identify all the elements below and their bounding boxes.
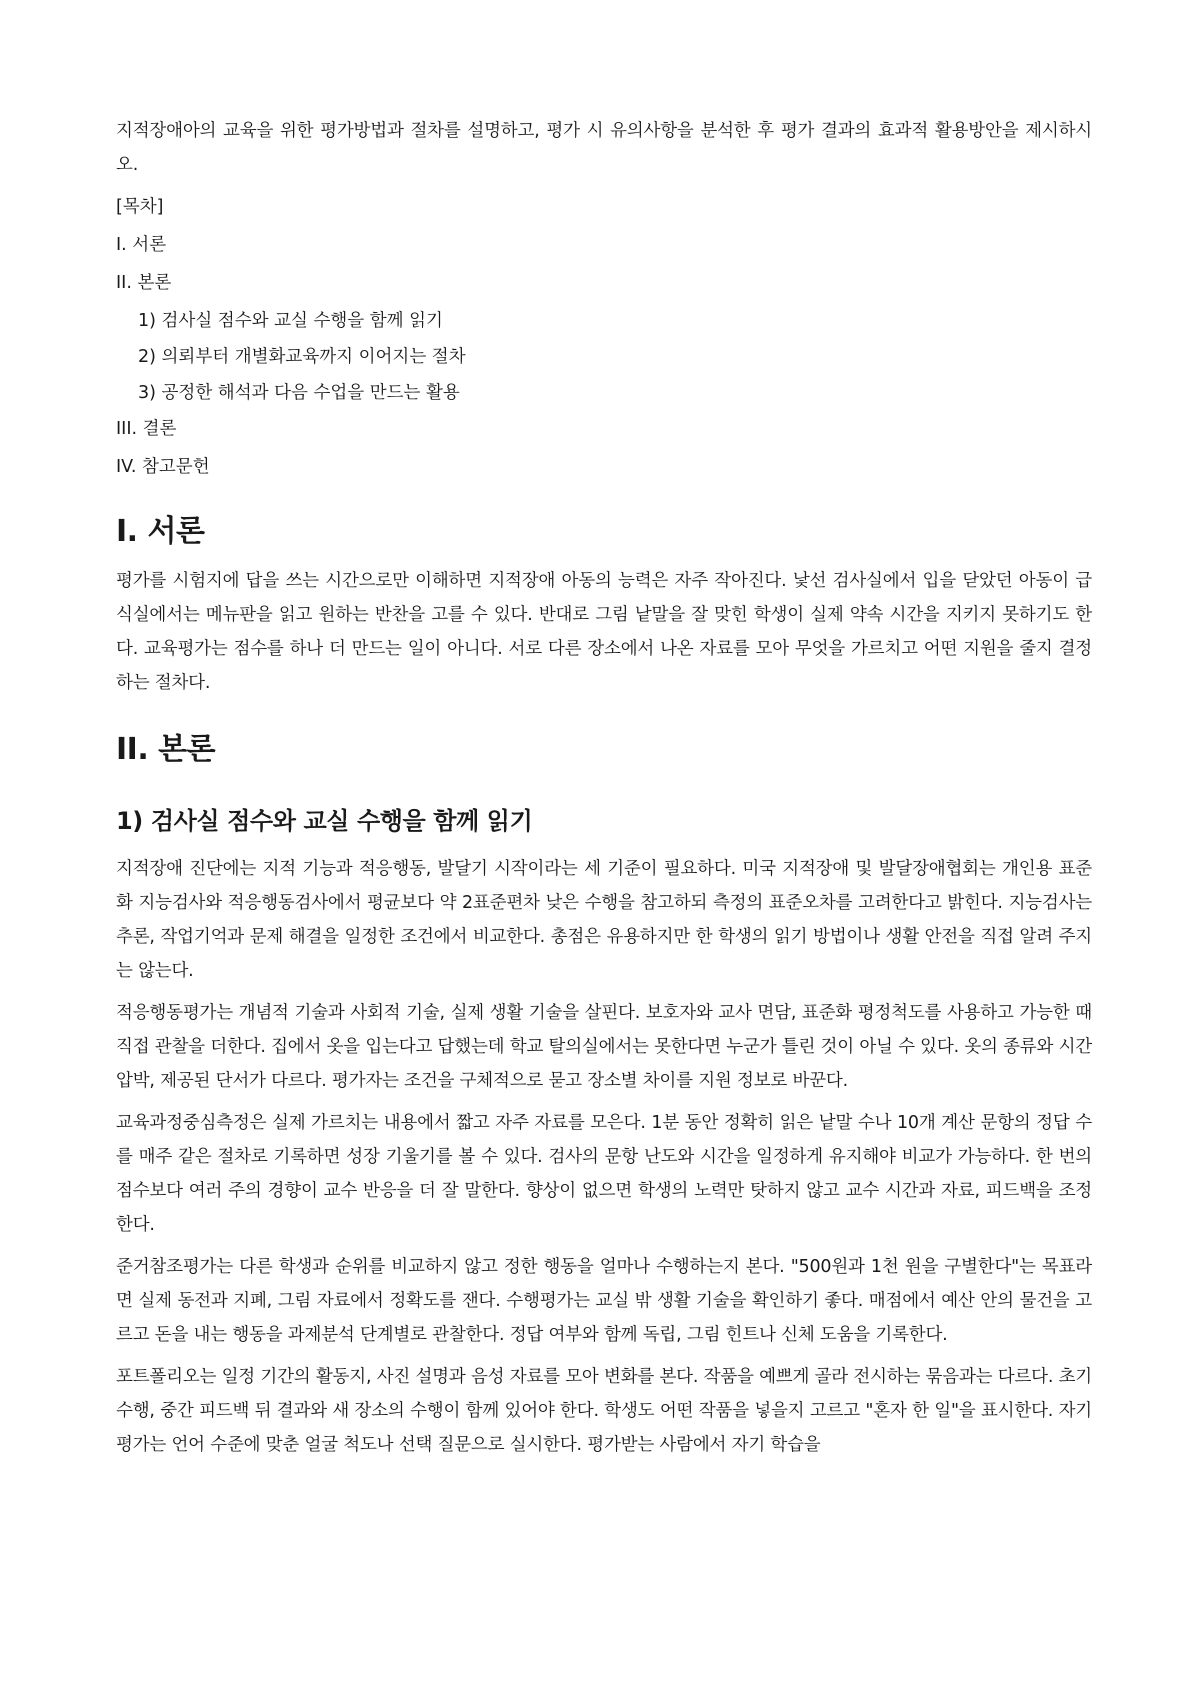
section-heading-body: II. 본론 (116, 732, 216, 767)
table-of-contents (116, 192, 1092, 482)
section-heading-intro: I. 서론 (116, 514, 205, 549)
toc-item: III. 결론 (116, 419, 177, 439)
body-paragraph: 포트폴리오는 일정 기간의 활동지, 사진 설명과 음성 자료를 모아 변화를 본다. 작품을 예쁘게 골라 전시하는 묶음과는 다르다. 초기 수행, 중간 피드백 뒤 결과와 새 장소의 수행이 함께 있어야 한다. 학생도 어떤 작품을 넣을지 고르고 "혼자 한 일"을 표시한다. 자기평가는 언어 수준에 맞춘 얼굴 척도나 선택 질문으로 실시한다. 평가받는 사람에서 자기 학습을 (116, 1367, 1092, 1455)
toc-item: IV. 참고문헌 (116, 457, 210, 477)
intro-paragraph: 평가를 시험지에 답을 쓰는 시간으로만 이해하면 지적장애 아동의 능력은 자주 작아진다. 낯선 검사실에서 입을 닫았던 아동이 급식실에서는 메뉴판을 읽고 원하는 반찬을 고를 수 있다. 반대로 그림 낱말을 잘 맞힌 학생이 실제 약속 시간을 지키지 못하기도 한다. 교육평가는 점수를 하나 더 만드는 일이 아니다. 서로 다른 장소에서 나온 자료를 모아 무엇을 가르치고 어떤 지원을 줄지 결정하는 절차다. (116, 571, 1092, 693)
body-paragraph: 지적장애 진단에는 지적 기능과 적응행동, 발달기 시작이라는 세 기준이 필요하다. 미국 지적장애 및 발달장애협회는 개인용 표준화 지능검사와 적응행동검사에서 평균보다 약 2표준편차 낮은 수행을 참고하되 측정의 표준오차를 고려한다고 밝힌다. 지능검사는 추론, 작업기억과 문제 해결을 일정한 조건에서 비교한다. 총점은 유용하지만 한 학생의 읽기 방법이나 생활 안전을 직접 알려 주지는 않는다. (116, 859, 1092, 981)
toc-subitem: 1) 검사실 점수와 교실 수행을 함께 읽기 (138, 311, 443, 331)
body-paragraph: 교육과정중심측정은 실제 가르치는 내용에서 짧고 자주 자료를 모은다. 1분 동안 정확히 읽은 낱말 수나 10개 계산 문항의 정답 수를 매주 같은 절차로 기록하면 성장 기울기를 볼 수 있다. 검사의 문항 난도와 시간을 일정하게 유지해야 비교가 가능하다. 한 번의 점수보다 여러 주의 경향이 교수 반응을 더 잘 말한다. 향상이 없으면 학생의 노력만 탓하지 않고 교수 시간과 자료, 피드백을 조정한다. (116, 1113, 1092, 1235)
toc-subitem: 3) 공정한 해석과 다음 수업을 만드는 활용 (138, 383, 460, 403)
body-paragraph: 준거참조평가는 다른 학생과 순위를 비교하지 않고 정한 행동을 얼마나 수행하는지 본다. "500원과 1천 원을 구별한다"는 목표라면 실제 동전과 지폐, 그림 자료에서 정확도를 잰다. 수행평가는 교실 밖 생활 기술을 확인하기 좋다. 매점에서 예산 안의 물건을 고르고 돈을 내는 행동을 과제분석 단계별로 관찰한다. 정답 여부와 함께 독립, 그림 힌트나 신체 도움을 기록한다. (116, 1257, 1092, 1345)
toc-title: [목차] (116, 197, 164, 217)
assignment-question: 지적장애아의 교육을 위한 평가방법과 절차를 설명하고, 평가 시 유의사항을 분석한 후 평가 결과의 효과적 활용방안을 제시하시오. (116, 121, 1092, 175)
body-paragraph: 적응행동평가는 개념적 기술과 사회적 기술, 실제 생활 기술을 살핀다. 보호자와 교사 면담, 표준화 평정척도를 사용하고 가능한 때 직접 관찰을 더한다. 집에서 옷을 입는다고 답했는데 학교 탈의실에서는 못한다면 누군가 틀린 것이 아닐 수 있다. 옷의 종류와 시간 압박, 제공된 단서가 다르다. 평가자는 조건을 구체적으로 묻고 장소별 차이를 지원 정보로 바꾼다. (116, 1003, 1092, 1091)
toc-item: II. 본론 (116, 273, 172, 293)
subsection-heading: 1) 검사실 점수와 교실 수행을 함께 읽기 (116, 807, 533, 835)
toc-subitem: 2) 의뢰부터 개별화교육까지 이어지는 절차 (138, 347, 466, 367)
toc-item: I. 서론 (116, 235, 167, 255)
